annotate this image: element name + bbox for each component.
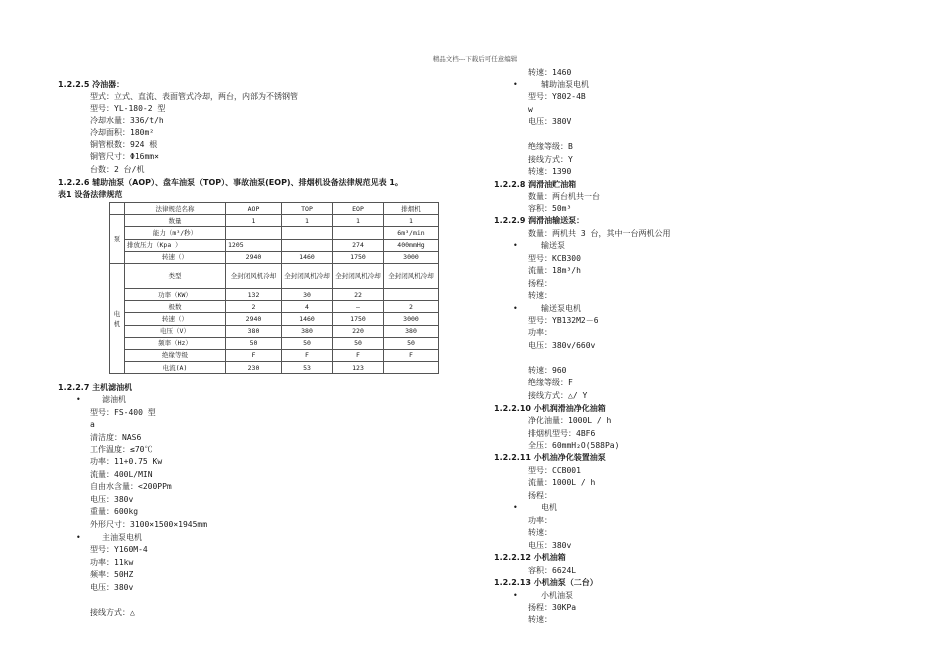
table-cell: 2940 bbox=[226, 313, 282, 325]
text-line: 数量：两机共 3 台，其中一台两机公用 bbox=[528, 229, 671, 238]
table-cell: 50 bbox=[333, 337, 384, 349]
bullet-label: 主油泵电机 bbox=[102, 533, 142, 542]
text-line: 电压：380v bbox=[90, 583, 134, 592]
bullet-label: 滤油机 bbox=[102, 395, 126, 404]
table-row-label: 功率（KW） bbox=[125, 288, 226, 300]
text-line: 铜管尺寸：Φ16mm× bbox=[90, 152, 159, 161]
text-line: 扬程： bbox=[528, 279, 552, 288]
table-cell: F bbox=[333, 349, 384, 361]
text-line: 功率：11kw bbox=[90, 558, 134, 567]
text-line: 电压：380v bbox=[90, 495, 134, 504]
table-cell: 50 bbox=[226, 337, 282, 349]
table-header-cell: EOP bbox=[333, 203, 384, 215]
table-cell: 1460 bbox=[282, 251, 333, 263]
bullet-label: 小机油泵 bbox=[541, 591, 573, 600]
table-cell: 2940 bbox=[226, 251, 282, 263]
bullet-icon: • bbox=[513, 304, 518, 313]
table-cell: 53 bbox=[282, 362, 333, 374]
equipment-spec-table bbox=[109, 202, 439, 374]
text-line: 转速：960 bbox=[528, 366, 567, 375]
bullet-icon: • bbox=[76, 533, 81, 542]
text-line: 净化油量：1000L / h bbox=[528, 416, 612, 425]
table-cell: 3000 bbox=[384, 313, 439, 325]
text-line: 绝缘等级：B bbox=[528, 142, 573, 151]
table-row-label: 转速（） bbox=[125, 313, 226, 325]
text-line: 清洁度：NAS6 bbox=[90, 433, 142, 442]
table-cell: 全封闭风机冷却 bbox=[282, 263, 333, 288]
section-1227-title: 1.2.2.7 主机滤油机 bbox=[58, 383, 133, 392]
bullet-label: 输送泵电机 bbox=[541, 304, 581, 313]
bullet-icon: • bbox=[513, 241, 518, 250]
section-1228-title: 1.2.2.8 润滑油贮油箱 bbox=[494, 180, 577, 189]
table-corner bbox=[110, 203, 125, 215]
section-1225-title: 1.2.2.5 冷油器： bbox=[58, 80, 125, 89]
section-12213-title: 1.2.2.13 小机油泵（二台） bbox=[494, 578, 598, 587]
table-cell bbox=[226, 227, 282, 239]
table-cell: 380 bbox=[282, 325, 333, 337]
table-row-label: 转速（） bbox=[125, 251, 226, 263]
text-line: 绝缘等级：F bbox=[528, 378, 573, 387]
bullet-label: 电机 bbox=[541, 503, 557, 512]
table-cell: 132 bbox=[226, 288, 282, 300]
table-cell: 2 bbox=[384, 301, 439, 313]
text-line: 工作温度：≤70℃ bbox=[90, 445, 153, 454]
motor-group-label: 电机 bbox=[110, 263, 125, 373]
text-line: 扬程：30KPa bbox=[528, 603, 577, 612]
section-1229-title: 1.2.2.9 润滑油输送泵： bbox=[494, 216, 585, 225]
bullet-icon: • bbox=[513, 503, 518, 512]
text-line: 全压：60mmH₂O(588Pa) bbox=[528, 441, 620, 450]
bullet-label: 输送泵 bbox=[541, 241, 565, 250]
text-line: 型式：立式、直流、表面管式冷却，两台，内部为不锈钢管 bbox=[90, 92, 298, 101]
bullet-icon: • bbox=[513, 591, 518, 600]
text-line: 转速： bbox=[528, 291, 552, 300]
table-row-label: 能力（m³/秒） bbox=[125, 227, 226, 239]
text-line: 转速：1390 bbox=[528, 167, 572, 176]
table-cell bbox=[282, 227, 333, 239]
table-row-label: 数量 bbox=[125, 215, 226, 227]
table-cell: 274 bbox=[333, 239, 384, 251]
table-cell: — bbox=[333, 301, 384, 313]
table-cell: 3000 bbox=[384, 251, 439, 263]
text-line: 流量：1000L / h bbox=[528, 478, 596, 487]
text-line: 型号：YL-180-2 型 bbox=[90, 104, 166, 113]
text-line: 接线方式：△/ Y bbox=[528, 391, 588, 400]
table-cell: 380 bbox=[226, 325, 282, 337]
section-12211-title: 1.2.2.11 小机油净化装置油泵 bbox=[494, 453, 606, 462]
text-line: 电压：380v/660v bbox=[528, 341, 596, 350]
text-line: w bbox=[528, 105, 533, 114]
text-line: 转速： bbox=[528, 528, 552, 537]
text-line: 冷却面积：180m² bbox=[90, 128, 155, 137]
text-line: 型号：Y160M-4 bbox=[90, 545, 148, 554]
text-line: 排烟机型号：4BF6 bbox=[528, 429, 596, 438]
text-line: 转速：1460 bbox=[528, 68, 572, 77]
table-cell: F bbox=[226, 349, 282, 361]
table-cell: 1 bbox=[282, 215, 333, 227]
page-header: 精品文档---下载后可任意编辑 bbox=[432, 55, 518, 63]
table-cell: 1 bbox=[384, 215, 439, 227]
bullet-label: 辅助油泵电机 bbox=[541, 80, 589, 89]
table-header-cell: TOP bbox=[282, 203, 333, 215]
text-line: 容积：6624L bbox=[528, 566, 577, 575]
text-line: 扬程： bbox=[528, 491, 552, 500]
table-cell: 6m³/min bbox=[384, 227, 439, 239]
table-row-label: 频率（Hz） bbox=[125, 337, 226, 349]
table-caption: 表1 设备法律规范 bbox=[58, 190, 123, 199]
table-cell: 400mmHg bbox=[384, 239, 439, 251]
text-line: 功率： bbox=[528, 328, 552, 337]
text-line: 流量：400L/MIN bbox=[90, 470, 153, 479]
table-cell: 50 bbox=[282, 337, 333, 349]
text-line: 冷却水量：336/t/h bbox=[90, 116, 164, 125]
table-header-cell: AOP bbox=[226, 203, 282, 215]
text-line: 接线方式：Y bbox=[528, 155, 573, 164]
text-line: 外形尺寸：3100×1500×1945mm bbox=[90, 520, 208, 529]
table-row-label: 绝缘等级 bbox=[125, 349, 226, 361]
bullet-icon: • bbox=[513, 80, 518, 89]
table-cell: 1750 bbox=[333, 313, 384, 325]
text-line: a bbox=[90, 420, 95, 429]
text-line: 台数：2 台/机 bbox=[90, 165, 145, 174]
text-line: 电压：380v bbox=[528, 541, 572, 550]
table-row-label: 排放压力（Kpa ） bbox=[125, 239, 226, 251]
text-line: 转速： bbox=[528, 615, 552, 624]
text-line: 电压：380V bbox=[528, 117, 572, 126]
table-cell: 1205 bbox=[226, 239, 282, 251]
pump-group-label: 泵 bbox=[110, 215, 125, 264]
bullet-icon: • bbox=[76, 395, 81, 404]
text-line: 自由水含量：<200PPm bbox=[90, 482, 172, 491]
table-cell: 220 bbox=[333, 325, 384, 337]
table-cell: 全封闭风机冷却 bbox=[333, 263, 384, 288]
table-cell: 30 bbox=[282, 288, 333, 300]
table-cell: 全封闭风机冷却 bbox=[226, 263, 282, 288]
section-12212-title: 1.2.2.12 小机油箱 bbox=[494, 553, 566, 562]
table-cell bbox=[282, 239, 333, 251]
table-cell: 123 bbox=[333, 362, 384, 374]
table-row-label: 极数 bbox=[125, 301, 226, 313]
text-line: 接线方式：△ bbox=[90, 608, 135, 617]
table-cell bbox=[384, 362, 439, 374]
text-line: 型号：CCB001 bbox=[528, 466, 581, 475]
table-cell: 230 bbox=[226, 362, 282, 374]
table-row-label: 电压（V） bbox=[125, 325, 226, 337]
table-cell: 2 bbox=[226, 301, 282, 313]
text-line: 数量：两台机共一台 bbox=[528, 192, 600, 201]
text-line: 功率： bbox=[528, 516, 552, 525]
text-line: 频率：50HZ bbox=[90, 570, 134, 579]
text-line: 型号：Y802-4B bbox=[528, 92, 586, 101]
section-12210-title: 1.2.2.10 小机润滑油净化油箱 bbox=[494, 404, 606, 413]
table-cell: F bbox=[384, 349, 439, 361]
text-line: 重量：600kg bbox=[90, 507, 139, 516]
table-cell: 4 bbox=[282, 301, 333, 313]
table-cell: 1 bbox=[226, 215, 282, 227]
text-line: 型号：KCB300 bbox=[528, 254, 581, 263]
table-cell: 22 bbox=[333, 288, 384, 300]
table-cell: 1460 bbox=[282, 313, 333, 325]
table-header-cell: 排烟机 bbox=[384, 203, 439, 215]
table-cell: 1 bbox=[333, 215, 384, 227]
table-cell: 全封闭风机冷却 bbox=[384, 263, 439, 288]
table-cell: 380 bbox=[384, 325, 439, 337]
table-cell: 50 bbox=[384, 337, 439, 349]
table-cell bbox=[333, 227, 384, 239]
text-line: 流量：18m³/h bbox=[528, 266, 581, 275]
table-cell: F bbox=[282, 349, 333, 361]
text-line: 铜管根数：924 根 bbox=[90, 140, 158, 149]
table-cell: 1750 bbox=[333, 251, 384, 263]
text-line: 型号：FS-400 型 bbox=[90, 408, 156, 417]
text-line: 型号：YB132M2－6 bbox=[528, 316, 599, 325]
text-line: 功率：11+0.75 Kw bbox=[90, 457, 163, 466]
table-row-label: 类型 bbox=[125, 263, 226, 288]
table-row-label: 电流(A) bbox=[125, 362, 226, 374]
table-cell bbox=[384, 288, 439, 300]
table-header-cell: 法律规范名称 bbox=[125, 203, 226, 215]
text-line: 容积：50m³ bbox=[528, 204, 572, 213]
section-1226-title: 1.2.2.6 辅助油泵（AOP）、盘车油泵（TOP）、事故油泵(EOP)、排烟机设备法律规范见表 1。 bbox=[58, 178, 403, 187]
